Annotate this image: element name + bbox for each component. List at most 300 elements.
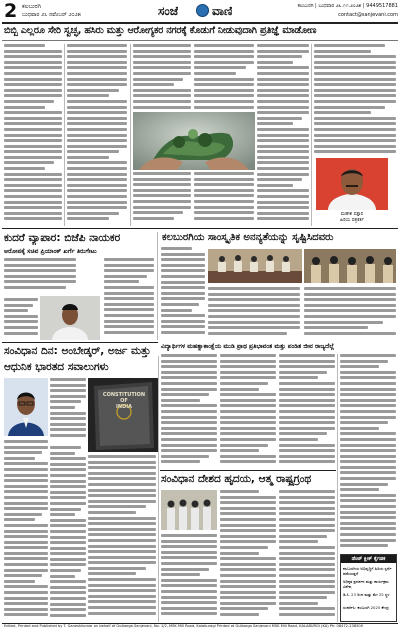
text-line	[67, 139, 127, 142]
text-line	[67, 184, 127, 187]
text-line	[50, 586, 86, 589]
text-line	[279, 449, 335, 452]
text-line	[50, 463, 86, 466]
text-line	[67, 106, 127, 109]
text-line	[50, 446, 81, 449]
text-line	[161, 399, 200, 402]
text-line	[4, 468, 48, 471]
text-line	[4, 485, 48, 488]
text-line	[340, 544, 388, 547]
text-line	[220, 524, 276, 527]
text-line	[257, 128, 309, 131]
text-line	[340, 522, 396, 525]
text-line	[161, 460, 200, 463]
text-line	[161, 371, 217, 374]
text-line	[161, 382, 217, 385]
text-line	[4, 264, 76, 267]
text-line	[4, 178, 62, 181]
text-line	[257, 106, 309, 109]
text-line	[220, 410, 276, 413]
text-line	[257, 173, 309, 176]
ad-title: ಡೆಂಟ್ ಕ್ಲೀಕ್ ಕೈಗಡಕ	[341, 555, 396, 563]
text-line	[4, 280, 76, 283]
text-line	[220, 496, 276, 499]
edition-city: ಕಲಬುರಗಿ	[22, 3, 42, 10]
text-line	[194, 89, 254, 92]
article-column	[340, 354, 396, 552]
text-line	[257, 66, 309, 69]
text-line	[304, 304, 396, 307]
text-line	[161, 545, 217, 548]
text-line	[161, 540, 217, 543]
article-column	[133, 44, 191, 114]
text-line	[133, 100, 191, 103]
text-line	[220, 376, 276, 379]
book-cover-text: CONSTITUTION OF INDIA	[102, 392, 146, 410]
text-line	[133, 66, 191, 69]
text-line	[161, 579, 217, 582]
text-line	[194, 178, 254, 181]
text-line	[194, 50, 254, 53]
text-line	[208, 332, 287, 335]
text-line	[279, 490, 335, 493]
text-line	[257, 83, 309, 86]
text-line	[133, 178, 191, 181]
text-line	[4, 217, 62, 220]
text-line	[161, 388, 217, 391]
ad-line-4: ಸಂಪರ್ಕಿಸಿ: ಕಲಬುರಗಿ 2025 ಕೇಂದ್ರ	[343, 605, 389, 610]
text-line	[67, 217, 109, 220]
text-line	[4, 61, 62, 64]
text-line	[88, 494, 156, 497]
text-line	[220, 557, 276, 560]
article-column	[4, 44, 62, 226]
text-line	[88, 578, 156, 581]
text-line	[50, 558, 86, 561]
portrait-caption: ಮಹೇಶ ಪತ್ತಾರ ಹಿರಿಯ ಪತ್ರಕರ್ತ	[340, 212, 364, 223]
text-line	[279, 557, 335, 560]
text-line	[104, 280, 139, 283]
text-line	[257, 78, 309, 81]
text-line	[4, 55, 62, 58]
text-line	[104, 331, 154, 334]
event-photo-2	[304, 249, 396, 283]
text-line	[104, 325, 154, 328]
text-line	[257, 167, 309, 170]
text-line	[340, 399, 396, 402]
text-line	[67, 161, 127, 164]
text-line	[314, 66, 396, 69]
text-line	[161, 286, 205, 289]
text-line	[161, 584, 217, 587]
text-line	[161, 421, 217, 424]
text-line	[50, 547, 86, 550]
constitution-heart-headline: ಸಂವಿಧಾನ ದೇಶದ ಹೃದಯ, ಆತ್ಮ ರಾಷ್ಟ್ರಗ್ರಂಥ	[161, 473, 312, 485]
masthead-right-info: ಕಲಬುರಗಿ | ಬುಧವಾರ ೨೬.೧೧.೨೦೨೫ | 9449517881	[297, 3, 398, 9]
text-line	[220, 371, 276, 374]
text-line	[208, 315, 300, 318]
text-line	[220, 552, 259, 555]
text-line	[220, 404, 276, 407]
page-number: 2	[4, 1, 18, 21]
text-line	[194, 211, 254, 214]
text-line	[133, 44, 191, 47]
text-line	[220, 501, 276, 504]
text-line	[340, 388, 396, 391]
text-line	[67, 173, 127, 176]
text-line	[4, 212, 62, 215]
text-line	[279, 376, 318, 379]
text-line	[161, 325, 205, 328]
article-column	[88, 455, 156, 622]
text-line	[50, 513, 75, 516]
article-column	[279, 354, 335, 468]
text-line	[220, 518, 276, 521]
text-line	[50, 491, 86, 494]
article-column	[50, 378, 86, 442]
text-line	[279, 360, 335, 363]
text-line	[279, 580, 335, 583]
ambedkar-portrait-illustration	[4, 378, 48, 436]
text-line	[220, 365, 276, 368]
text-line	[208, 321, 300, 324]
text-line	[50, 434, 86, 437]
article-column	[257, 44, 309, 226]
text-line	[279, 399, 335, 402]
text-line	[50, 428, 86, 431]
text-line	[314, 117, 396, 120]
text-line	[279, 438, 318, 441]
text-line	[220, 602, 276, 605]
text-line	[279, 529, 335, 532]
text-line	[88, 466, 156, 469]
text-line	[257, 111, 309, 114]
text-line	[340, 488, 379, 491]
text-line	[4, 546, 48, 549]
text-line	[88, 556, 156, 559]
text-line	[279, 552, 335, 555]
text-line	[88, 477, 156, 480]
text-line	[340, 499, 396, 502]
text-line	[279, 388, 335, 391]
text-line	[279, 421, 335, 424]
text-line	[4, 206, 62, 209]
text-line	[304, 326, 368, 329]
kudre-subheadline: ಆರೋಪಕ್ಕೆ ಸಚಿವ ಪ್ರಿಯಾಂಕ್ ಖರ್ಗೆ ತಿರುಗೇಟು	[4, 248, 97, 255]
text-line	[133, 72, 191, 75]
text-line	[4, 258, 76, 261]
text-line	[220, 427, 276, 430]
text-line	[88, 483, 156, 486]
footer-imprint: Edited, Printed and Published by T. Ganeshkumar on behalf of Gulbarga Sanjevani, No. 1/2, MSK Mill Road, Kalaburagi Printed at Gulbarga Sanjevani MSK Mill Road, KALABURGI (KA) Ph: 08472-238500	[4, 623, 363, 628]
text-line	[4, 173, 62, 176]
text-line	[161, 404, 217, 407]
text-line	[50, 485, 86, 488]
text-line	[67, 178, 127, 181]
text-line	[133, 200, 191, 203]
text-line	[4, 139, 62, 142]
text-line	[104, 258, 154, 261]
text-line	[88, 561, 156, 564]
text-line	[194, 183, 254, 186]
text-line	[340, 421, 388, 424]
article-column	[4, 258, 76, 296]
text-line	[50, 400, 81, 403]
text-line	[161, 416, 217, 419]
text-line	[4, 613, 48, 616]
text-line	[220, 535, 276, 538]
text-line	[314, 139, 396, 142]
text-line	[314, 50, 371, 53]
text-line	[50, 452, 75, 455]
ambedkar-photo	[4, 378, 48, 436]
text-line	[279, 518, 335, 521]
text-line	[220, 388, 259, 391]
text-line	[50, 395, 86, 398]
ad-box	[340, 554, 397, 622]
text-line	[161, 258, 205, 261]
text-line	[67, 128, 127, 131]
text-line	[304, 309, 396, 312]
text-line	[4, 530, 48, 533]
text-line	[50, 496, 86, 499]
text-line	[4, 557, 48, 560]
text-line	[220, 438, 276, 441]
text-line	[4, 44, 45, 47]
text-line	[194, 72, 236, 75]
text-line	[257, 201, 309, 204]
text-line	[340, 516, 396, 519]
text-line	[279, 432, 327, 435]
text-line	[4, 100, 54, 103]
text-line	[279, 455, 335, 458]
text-line	[104, 264, 154, 267]
text-line	[4, 184, 62, 187]
text-line	[4, 145, 62, 148]
text-line	[67, 117, 127, 120]
text-line	[4, 580, 35, 583]
text-line	[340, 427, 379, 430]
text-line	[67, 89, 119, 92]
text-line	[194, 200, 254, 203]
text-line	[220, 529, 276, 532]
text-line	[4, 269, 76, 272]
text-line	[304, 315, 396, 318]
text-line	[67, 72, 127, 75]
text-line	[88, 517, 156, 520]
text-line	[4, 320, 38, 323]
text-line	[4, 563, 48, 566]
text-line	[279, 410, 335, 413]
article-column	[50, 446, 86, 622]
text-line	[4, 117, 62, 120]
text-line	[220, 546, 268, 549]
text-line	[340, 505, 396, 508]
text-line	[304, 321, 383, 324]
text-line	[50, 541, 86, 544]
text-line	[4, 315, 38, 318]
text-line	[257, 44, 309, 47]
text-line	[314, 150, 396, 153]
text-line	[220, 416, 276, 419]
text-line	[161, 303, 199, 306]
text-line	[257, 100, 309, 103]
text-line	[67, 50, 127, 53]
text-line	[4, 161, 54, 164]
text-line	[279, 460, 335, 463]
text-line	[194, 66, 246, 69]
text-line	[340, 404, 396, 407]
text-line	[257, 178, 302, 181]
text-line	[279, 382, 335, 385]
text-line	[220, 507, 276, 510]
text-line	[161, 601, 217, 604]
text-line	[340, 382, 396, 385]
masthead-title-right: ವಾಣಿ	[212, 4, 233, 18]
text-line	[104, 286, 154, 289]
minister-photo	[40, 296, 100, 340]
text-line	[67, 212, 119, 215]
text-line	[4, 602, 48, 605]
text-line	[208, 326, 300, 329]
text-line	[314, 44, 385, 47]
text-line	[4, 474, 48, 477]
text-line	[220, 563, 276, 566]
text-line	[88, 612, 156, 615]
text-line	[50, 597, 86, 600]
text-line	[340, 455, 396, 458]
text-line	[279, 602, 318, 605]
text-line	[161, 393, 209, 396]
text-line	[314, 100, 396, 103]
text-line	[314, 78, 396, 81]
text-line	[4, 134, 62, 137]
text-line	[220, 540, 276, 543]
text-line	[67, 94, 109, 97]
text-line	[279, 371, 327, 374]
text-line	[161, 590, 217, 593]
text-line	[279, 585, 335, 588]
text-line	[257, 156, 309, 159]
text-line	[4, 89, 62, 92]
text-line	[161, 444, 217, 447]
event-stage-illustration	[208, 249, 302, 283]
text-line	[304, 332, 396, 335]
text-line	[88, 461, 156, 464]
text-line	[257, 212, 309, 215]
text-line	[4, 591, 48, 594]
text-line	[88, 505, 146, 508]
text-line	[4, 122, 62, 125]
text-line	[340, 483, 388, 486]
text-line	[4, 446, 48, 449]
text-line	[220, 399, 276, 402]
text-line	[161, 331, 205, 334]
text-line	[88, 455, 156, 458]
text-line	[104, 275, 147, 278]
event-photo	[208, 249, 302, 283]
text-line	[257, 195, 309, 198]
text-line	[161, 376, 217, 379]
text-line	[194, 78, 254, 81]
text-line	[50, 502, 86, 505]
text-line	[50, 524, 86, 527]
text-line	[4, 608, 48, 611]
text-line	[88, 567, 146, 570]
text-line	[340, 432, 396, 435]
text-line	[340, 494, 396, 497]
text-line	[50, 378, 86, 381]
text-line	[257, 61, 293, 64]
article-column	[161, 354, 217, 468]
text-line	[133, 94, 191, 97]
text-line	[314, 122, 396, 125]
text-line	[4, 156, 62, 159]
text-line	[50, 480, 86, 483]
portrait-photo	[316, 158, 388, 210]
text-line	[314, 145, 396, 148]
text-line	[161, 365, 217, 368]
text-line	[220, 421, 276, 424]
text-line	[67, 78, 127, 81]
article-column	[67, 44, 127, 226]
text-line	[220, 613, 259, 616]
text-line	[133, 89, 191, 92]
text-line	[340, 438, 396, 441]
text-line	[4, 309, 28, 312]
text-line	[194, 61, 254, 64]
text-line	[4, 541, 48, 544]
article-column	[104, 258, 154, 340]
text-line	[67, 206, 127, 209]
text-line	[340, 376, 396, 379]
text-line	[161, 275, 205, 278]
text-line	[104, 269, 154, 272]
article-column	[4, 440, 48, 622]
text-line	[88, 528, 156, 531]
text-line	[279, 546, 335, 549]
text-line	[279, 540, 318, 543]
text-line	[340, 393, 396, 396]
text-line	[220, 596, 276, 599]
text-line	[161, 247, 192, 250]
text-line	[279, 607, 335, 610]
text-line	[50, 591, 86, 594]
text-line	[208, 293, 300, 296]
text-line	[133, 183, 191, 186]
text-line	[67, 55, 127, 58]
date-line: ಬುಧವಾರ ೨೬ ನವೆಂಬರ್ ೨೦೨೫	[22, 12, 81, 18]
group-people-illustration	[161, 490, 217, 530]
text-line	[4, 128, 62, 131]
text-line	[340, 449, 396, 452]
text-line	[4, 167, 45, 170]
text-line	[257, 50, 309, 53]
kalaburagi-subheadline: ವಿದ್ಯಾರ್ಥಿಗಳ ಮಹತ್ವಾಕಾಂಕ್ಷೆಯ ಮುಡಿ ಪ್ರಾಥ ಪ್ರತಿಭಾವಂತ ಮತ್ತು ಪಂಡಿತ ಜೀವ ರಾಜ್ಯದೆಲ್ಲೆ	[161, 343, 335, 350]
text-line	[133, 194, 191, 197]
text-line	[161, 612, 217, 615]
text-line	[314, 106, 385, 109]
text-line	[161, 568, 209, 571]
text-line	[67, 189, 127, 192]
text-line	[279, 568, 335, 571]
text-line	[50, 474, 86, 477]
text-line	[161, 551, 217, 554]
minister-illustration	[40, 296, 100, 340]
text-line	[67, 111, 127, 114]
text-line	[4, 111, 62, 114]
text-line	[133, 61, 191, 64]
